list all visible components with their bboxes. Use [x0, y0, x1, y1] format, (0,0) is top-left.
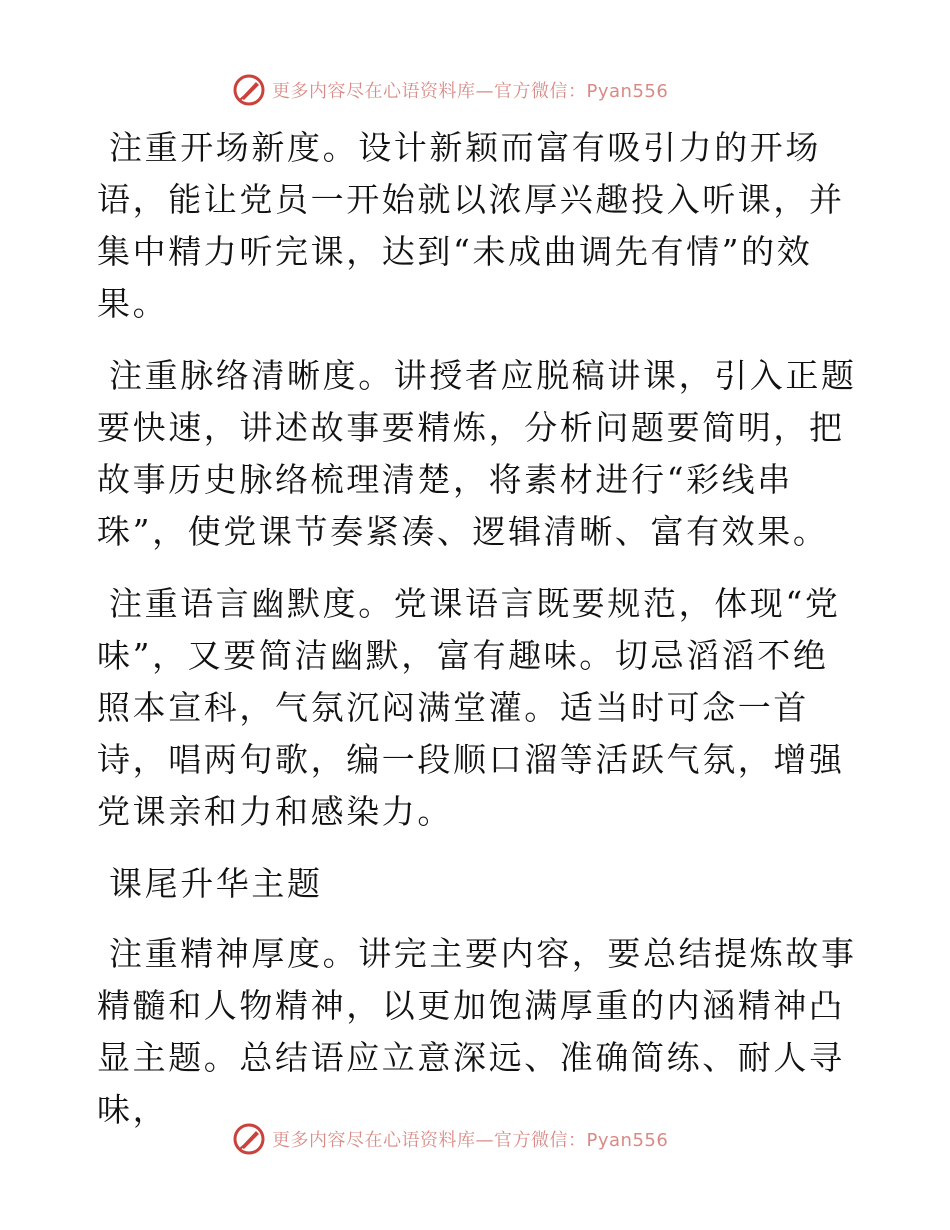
paragraph-spirit: 注重精神厚度。讲完主要内容，要总结提炼故事精髓和人物精神，以更加饱满厚重的内涵精神凸显主题。总结语应立意深远、准确简练、耐人寻味，	[97, 934, 857, 1129]
header-watermark	[232, 72, 732, 108]
watermark-text: 更多内容尽在心语资料库—官方微信：Pyan556	[272, 1130, 669, 1151]
document-body	[97, 122, 857, 1156]
paragraph-structure: 注重脉络清晰度。讲授者应脱稿讲课，引入正题要快速，讲述故事要精炼，分析问题要简明，把故事历史脉络梳理清楚，将素材进行“彩线串珠”，使党课节奏紧凑、逻辑清晰、富有效果。	[97, 356, 857, 551]
paragraph-opening: 注重开场新度。设计新颖而富有吸引力的开场语，能让党员一开始就以浓厚兴趣投入听课，并集中精力听完课，达到“未成曲调先有情”的效果。	[97, 128, 845, 323]
watermark-text: 更多内容尽在心语资料库—官方微信：Pyan556	[272, 81, 669, 102]
footer-watermark	[232, 1121, 732, 1157]
red-quill-seal-icon	[232, 1122, 266, 1156]
section-heading: 课尾升华主题	[109, 864, 323, 903]
red-quill-seal-icon	[232, 73, 266, 107]
paragraph-language: 注重语言幽默度。党课语言既要规范，体现“党味”，又要简洁幽默，富有趣味。切忌滔滔不绝照本宣科，气氛沉闷满堂灌。适当时可念一首诗，唱两句歌，编一段顺口溜等活跃气氛，增强党课亲和力和感染力。	[97, 584, 845, 831]
